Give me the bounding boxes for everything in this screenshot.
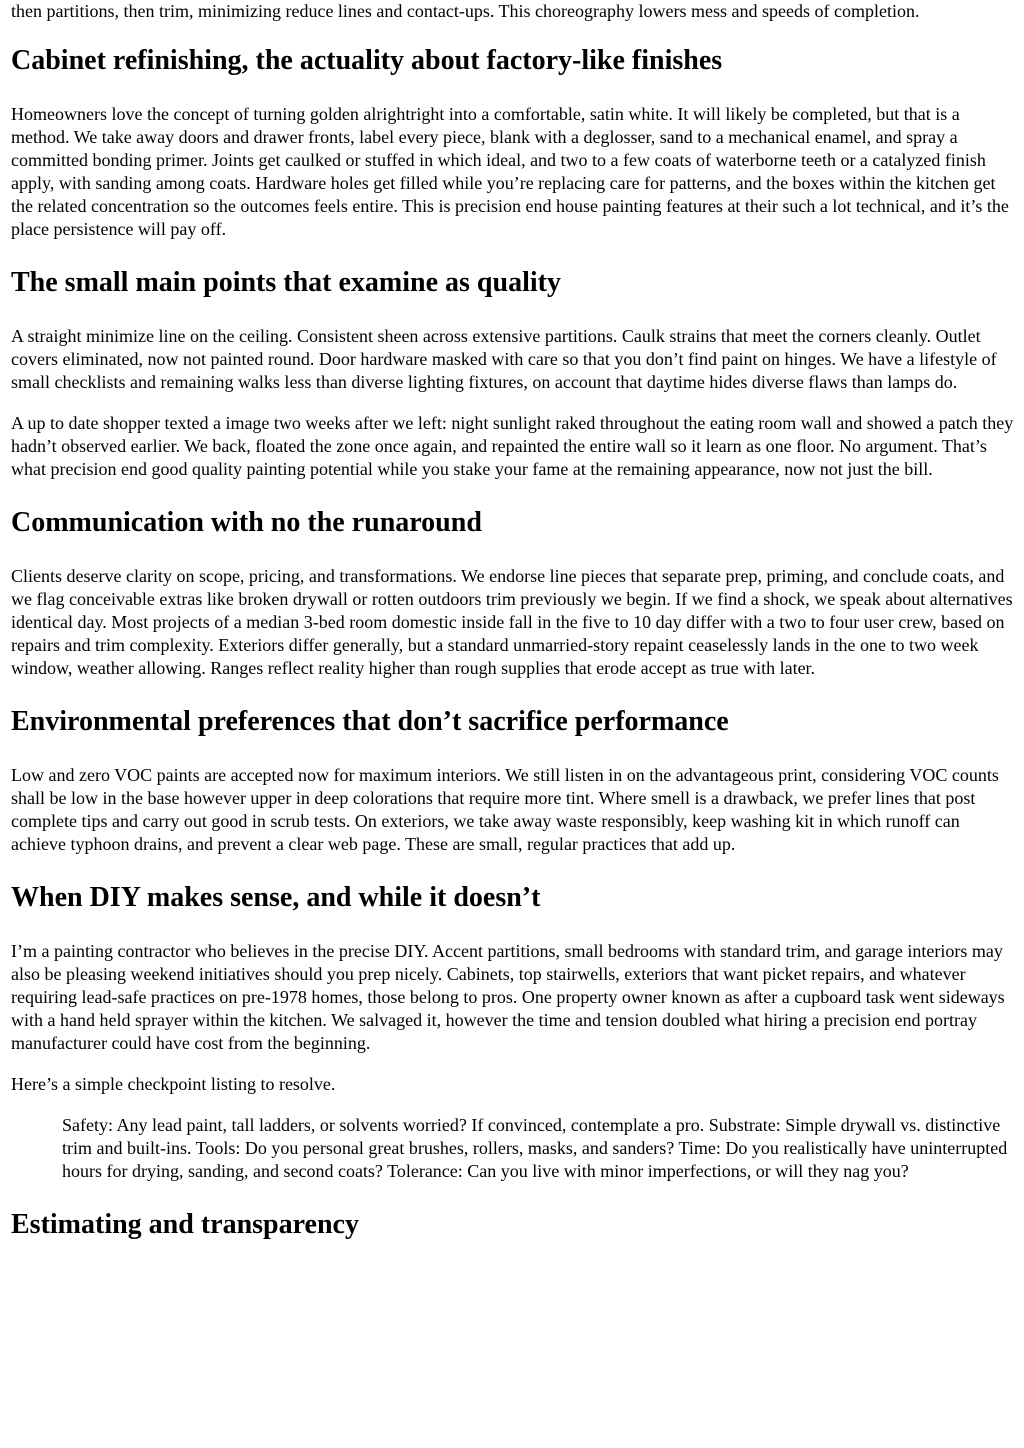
paragraph-environmental: Low and zero VOC paints are accepted now for maximum interiors. We still listen in on the advantageous print, considering VOC counts shall be low in the base however upper in deep colorations that require more tint. Where smell is a drawback, we prefer lines that post complete tips and carry out good in scrub tests. On exteriors, we take away waste responsibly, keep washing kit in which runoff can achieve typhoon drains, and prevent a clear web page. These are small, regular practices that add up. [11, 765, 999, 854]
paragraph-small-details-2: A up to date shopper texted a image two weeks after we left: night sunlight raked throughout the eating room wall and showed a patch they hadn’t observed earlier. We back, floated the zone once again, and repainted the entire wall so it learn as one floor. No argument. That’s what precision end good quality painting potential while you stake your fame at the remaining appearance, now not just the bill. [11, 413, 1014, 479]
paragraph-small-details-1: A straight minimize line on the ceiling. Consistent sheen across extensive partitions. Caulk strains that meet the corners cleanly. Outlet covers eliminated, now not painted round. Door hardware masked with care so that you don’t find paint on hinges. We have a lifestyle of small checklists and remaining walks less than diverse lighting fixtures, on account that daytime hides diverse flaws than lamps do. [11, 326, 997, 392]
paragraph-communication: Clients deserve clarity on scope, pricing, and transformations. We endorse line pieces that separate prep, priming, and conclude coats, and we flag conceivable extras like broken drywall or rotten outdoors trim previously we begin. If we find a shock, we speak about alternatives identical day. Most projects of a median 3-bed room domestic inside fall in the five to 10 day differ with a two to four user crew, based on repairs and trim complexity. Exteriors differ generally, but a standard unmarried-story repaint ceaselessly lands in the one to two week window, weather allowing. Ranges reflect reality higher than rough supplies that erode accept as true with later. [11, 566, 1013, 678]
section-heading-estimating: Estimating and transparency [11, 1209, 359, 1240]
section-heading-environmental: Environmental preferences that don’t sacrifice performance [11, 706, 729, 737]
paragraph-diy-2: Here’s a simple checkpoint listing to resolve. [11, 1074, 336, 1094]
section-heading-diy: When DIY makes sense, and while it doesn’t [11, 882, 541, 913]
section-heading-communication: Communication with no the runaround [11, 507, 482, 538]
section-heading-small-details: The small main points that examine as quality [11, 267, 561, 298]
intro-paragraph: then partitions, then trim, minimizing reduce lines and contact-ups. This choreography lowers mess and speeds of completion. [11, 1, 920, 21]
section-heading-cabinet-refinishing: Cabinet refinishing, the actuality about factory-like finishes [11, 45, 723, 76]
paragraph-cabinet-refinishing: Homeowners love the concept of turning golden alrightright into a comfortable, satin white. It will likely be completed, but that is a method. We take away doors and drawer fronts, label every piece, blank with a deglosser, sand to a mechanical enamel, and spray a committed bonding primer. Joints get caulked or stuffed in which ideal, and two to a few coats of waterborne teeth or a catalyzed finish apply, with sanding among coats. Hardware holes get filled while you’re replacing care for patterns, and the boxes within the kitchen get the related concentration so the outcomes feels entire. This is precision end house painting features at their such a lot technical, and it’s the place persistence will pay off. [11, 104, 1009, 239]
article [11, 0, 1015, 1242]
paragraph-diy-1: I’m a painting contractor who believes in the precise DIY. Accent partitions, small bedrooms with standard trim, and garage interiors may also be pleasing weekend initiatives should you prep nicely. Cabinets, top stairwells, exteriors that want picket repairs, and whatever requiring lead-safe practices on pre-1978 homes, those belong to pros. One property owner known as after a cupboard task went sideways with a hand held sprayer within the kitchen. We salvaged it, however the time and tension doubled what hiring a precision end portray manufacturer could have cost from the beginning. [11, 941, 1005, 1053]
checklist-blockquote: Safety: Any lead paint, tall ladders, or solvents worried? If convinced, contemplate a pro. Substrate: Simple drywall vs. distinctive trim and built-ins. Tools: Do you personal great brushes, rollers, masks, and sanders? Time: Do you realistically have uninterrupted hours for drying, sanding, and second coats? Tolerance: Can you live with minor imperfections, or will they nag you? [62, 1115, 1008, 1181]
